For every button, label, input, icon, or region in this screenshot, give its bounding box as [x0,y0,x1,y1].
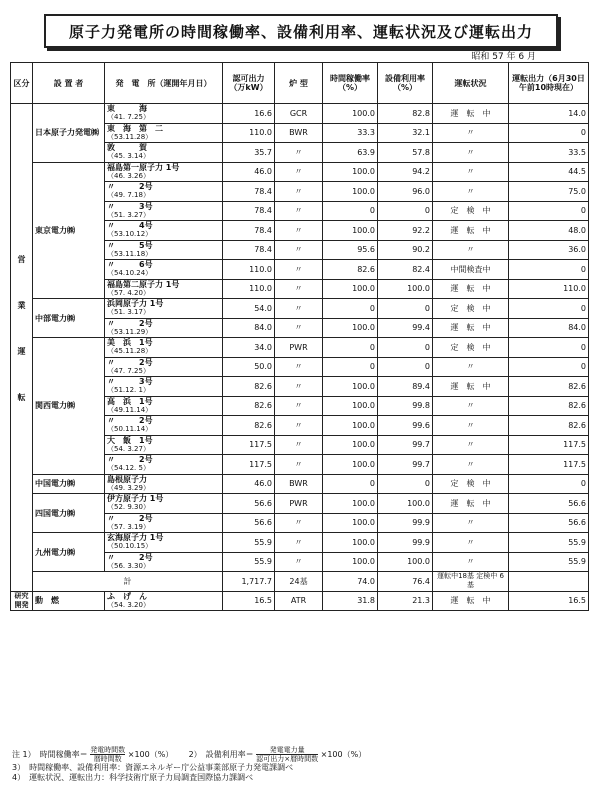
plant-table [10,62,589,611]
company-name: 関西電力㈱ [33,338,105,475]
plant-name: 浜岡原子力 1号 [107,299,164,309]
plant-name: 〃 5号 [107,240,153,250]
header-row [11,63,589,104]
capacity-cell: 110.0 [223,123,275,143]
status-cell: 〃 [433,143,509,163]
reactor-cell: 〃 [275,279,323,299]
capacity-cell: 46.0 [223,162,275,182]
plant-start-date: （54. 3.27） [107,444,150,453]
capacity-cell: 54.0 [223,299,275,319]
note-1: 注 1） 時間稼働率＝ $\frac{\text{発電時間数}}{\text{暦時間数}}$ ×100（%） 2） 設備利用率＝ $\frac{\text{発電電力量}}{\text{認可出力×暦時間数}}$ ×100（%） [12,746,367,763]
table-row [11,162,589,182]
plant-start-date: （51. 3.17） [107,308,150,317]
rnd-row [11,591,589,611]
header-output: 運転出力（6月30日午前10時現在） [509,63,589,104]
util-rate-cell: 94.2 [378,162,433,182]
time-rate-cell: 100.0 [323,396,378,416]
plant-start-date: （46. 3.26） [107,171,150,180]
status-cell: 運 転 中 [433,318,509,338]
capacity-cell: 82.6 [223,377,275,397]
capacity-cell: 55.9 [223,552,275,572]
output-cell: 55.9 [509,533,589,553]
plant-name: 〃 4号 [107,221,153,231]
plant-start-date: （47. 7.25） [107,366,150,375]
plant-start-date: （57. 4.20） [107,288,150,297]
status-cell: 〃 [433,513,509,533]
status-cell: 運 転 中 [433,494,509,514]
header-company: 設 置 者 [33,63,105,104]
page-title: 原子力発電所の時間稼働率、設備利用率、運転状況及び運転出力 [68,22,533,41]
status-cell: 〃 [433,396,509,416]
plant-cell [105,513,223,533]
total-row [11,572,589,592]
plant-start-date: （54.10.24） [107,269,153,278]
time-rate-cell: 63.9 [323,143,378,163]
plant-start-date: （49. 3.29） [107,483,150,492]
time-rate-cell: 100.0 [323,182,378,202]
output-cell: 0 [509,123,589,143]
time-rate-cell: 100.0 [323,162,378,182]
note-2-fraction: $\frac{\text{発電電力量}}{\text{認可出力×暦時間数}}$ [256,746,319,763]
plant-start-date: （53.10.12） [107,230,153,239]
capacity-cell: 117.5 [223,435,275,455]
plant-cell [105,318,223,338]
status-cell: 〃 [433,182,509,202]
time-rate-cell: 100.0 [323,104,378,124]
plant-cell [105,201,223,221]
status-cell: 〃 [433,240,509,260]
output-cell: 48.0 [509,221,589,241]
output-cell: 44.5 [509,162,589,182]
plant-start-date: （57. 3.19） [107,522,150,531]
util-rate-cell: 89.4 [378,377,433,397]
util-rate-cell: 100.0 [378,552,433,572]
status-cell: 運 転 中 [433,104,509,124]
time-rate-cell: 100.0 [323,279,378,299]
time-rate-cell: 100.0 [323,377,378,397]
status-cell: 〃 [433,435,509,455]
output-cell: 16.5 [509,591,589,611]
note-4: 4） 運転状況、運転出力：科学技術庁原子力局調査国際協力課調べ [12,773,254,782]
util-rate-cell: 92.2 [378,221,433,241]
plant-start-date: （54. 3.20） [107,600,150,609]
status-cell: 中間検査中 [433,260,509,280]
header-status: 運転状況 [433,63,509,104]
plant-name: 〃 3号 [107,377,153,387]
header-capacity: 認可出力（万kW） [223,63,275,104]
util-rate-cell: 96.0 [378,182,433,202]
time-rate-cell: 100.0 [323,513,378,533]
util-rate-cell: 0 [378,357,433,377]
capacity-cell: 78.4 [223,221,275,241]
capacity-cell: 82.6 [223,396,275,416]
header-util-rate: 設備利用率（%） [378,63,433,104]
company-name: 中部電力㈱ [33,299,105,338]
plant-cell [105,221,223,241]
plant-name: 高 浜 1号 [107,396,153,406]
plant-name: 〃 2号 [107,455,153,465]
report-date: 昭和 57 年 6 月 [471,52,536,62]
capacity-cell: 35.7 [223,143,275,163]
time-rate-cell: 0 [323,338,378,358]
capacity-cell: 117.5 [223,455,275,475]
reactor-cell: BWR [275,474,323,494]
plant-cell [105,591,223,611]
time-rate-cell: 0 [323,201,378,221]
plant-cell [105,533,223,553]
output-cell: 75.0 [509,182,589,202]
reactor-cell: GCR [275,104,323,124]
output-cell: 0 [509,474,589,494]
table-row [11,104,589,124]
plant-name: 〃 2号 [107,318,153,328]
reactor-cell: 〃 [275,201,323,221]
company-name: 動 燃 [33,591,105,611]
plant-start-date: （45.11.28） [107,347,153,356]
plant-cell [105,494,223,514]
util-rate-cell: 99.7 [378,435,433,455]
reactor-cell: 〃 [275,455,323,475]
plant-name: 美 浜 1号 [107,338,153,348]
table-row [11,338,589,358]
reactor-cell: 〃 [275,221,323,241]
util-rate-cell: 32.1 [378,123,433,143]
capacity-cell: 55.9 [223,533,275,553]
plant-name: 大 飯 1号 [107,435,153,445]
total-reactors: 24基 [275,572,323,592]
capacity-cell: 56.6 [223,494,275,514]
company-name: 東京電力㈱ [33,162,105,299]
status-cell: 〃 [433,357,509,377]
status-cell: 運 転 中 [433,221,509,241]
reactor-cell: 〃 [275,182,323,202]
util-rate-cell: 57.8 [378,143,433,163]
status-cell: 定 検 中 [433,474,509,494]
output-cell: 0 [509,201,589,221]
status-cell: 運 転 中 [433,279,509,299]
util-rate-cell: 99.4 [378,318,433,338]
util-rate-cell: 100.0 [378,494,433,514]
util-rate-cell: 90.2 [378,240,433,260]
output-cell: 14.0 [509,104,589,124]
output-cell: 56.6 [509,513,589,533]
plant-start-date: （50.11.14） [107,425,153,434]
reactor-cell: 〃 [275,377,323,397]
reactor-cell: 〃 [275,533,323,553]
table-row [11,299,589,319]
total-label: 計 [33,572,223,592]
capacity-cell: 82.6 [223,416,275,436]
capacity-cell: 110.0 [223,260,275,280]
note-1-fraction: $\frac{\text{発電時間数}}{\text{暦時間数}}$ [90,746,126,763]
plant-start-date: （53.11.29） [107,327,153,336]
util-rate-cell: 82.4 [378,260,433,280]
util-rate-cell: 100.0 [378,279,433,299]
plant-name: 福島第一原子力 1号 [107,162,180,172]
reactor-cell: ATR [275,591,323,611]
util-rate-cell: 99.9 [378,513,433,533]
reactor-cell: 〃 [275,396,323,416]
time-rate-cell: 100.0 [323,318,378,338]
time-rate-cell: 95.6 [323,240,378,260]
time-rate-cell: 100.0 [323,435,378,455]
reactor-cell: BWR [275,123,323,143]
plant-cell [105,455,223,475]
util-rate-cell: 0 [378,201,433,221]
status-cell: 〃 [433,533,509,553]
output-cell: 0 [509,357,589,377]
output-cell: 84.0 [509,318,589,338]
company-name: 日本原子力発電㈱ [33,104,105,163]
plant-start-date: （54.12. 5） [107,464,150,473]
time-rate-cell: 100.0 [323,221,378,241]
plant-cell [105,123,223,143]
util-rate-cell: 99.6 [378,416,433,436]
plant-name: 島根原子力 [107,474,147,484]
time-rate-cell: 82.6 [323,260,378,280]
plant-cell [105,162,223,182]
plant-cell [105,182,223,202]
plant-cell [105,260,223,280]
company-name: 中国電力㈱ [33,474,105,494]
total-output [509,572,589,592]
plant-cell [105,240,223,260]
output-cell: 82.6 [509,416,589,436]
reactor-cell: 〃 [275,260,323,280]
status-cell: 〃 [433,552,509,572]
plant-start-date: （45. 3.14） [107,152,150,161]
plant-start-date: （52. 9.30） [107,503,150,512]
plant-cell [105,104,223,124]
time-rate-cell: 100.0 [323,533,378,553]
reactor-cell: PWR [275,494,323,514]
status-cell: 定 検 中 [433,201,509,221]
plant-cell [105,377,223,397]
plant-name: 〃 2号 [107,182,153,192]
title-box [44,14,558,48]
time-rate-cell: 100.0 [323,494,378,514]
util-rate-cell: 0 [378,474,433,494]
plant-cell [105,474,223,494]
capacity-cell: 56.6 [223,513,275,533]
header-plant: 発 電 所（運開年月日） [105,63,223,104]
util-rate-cell: 99.8 [378,396,433,416]
status-cell: 運 転 中 [433,591,509,611]
total-util-rate: 76.4 [378,572,433,592]
total-status: 運転中18基 定検中 6基 [433,572,509,592]
output-cell: 33.5 [509,143,589,163]
plant-name: 福島第二原子力 1号 [107,279,180,289]
output-cell: 55.9 [509,552,589,572]
plant-name: 〃 6号 [107,260,153,270]
time-rate-cell: 31.8 [323,591,378,611]
reactor-cell: 〃 [275,143,323,163]
util-rate-cell: 0 [378,299,433,319]
reactor-cell: 〃 [275,513,323,533]
status-cell: 〃 [433,123,509,143]
status-cell: 〃 [433,162,509,182]
plant-cell [105,143,223,163]
plant-name: 〃 3号 [107,201,153,211]
plant-start-date: （53.11.18） [107,249,153,258]
output-cell: 117.5 [509,435,589,455]
reactor-cell: 〃 [275,240,323,260]
plant-name: 〃 2号 [107,552,153,562]
capacity-cell: 110.0 [223,279,275,299]
plant-name: 伊方原子力 1号 [107,494,164,504]
reactor-cell: 〃 [275,162,323,182]
status-cell: 定 検 中 [433,299,509,319]
time-rate-cell: 100.0 [323,416,378,436]
output-cell: 117.5 [509,455,589,475]
plant-name: 〃 2号 [107,416,153,426]
total-time-rate: 74.0 [323,572,378,592]
plant-name: 敦 賀 [107,143,147,153]
capacity-cell: 50.0 [223,357,275,377]
output-cell: 82.6 [509,377,589,397]
category-rnd: 研究開発 [11,591,33,611]
output-cell: 82.6 [509,396,589,416]
plant-cell [105,416,223,436]
time-rate-cell: 0 [323,357,378,377]
status-cell: 〃 [433,455,509,475]
output-cell: 36.0 [509,240,589,260]
reactor-cell: 〃 [275,552,323,572]
util-rate-cell: 0 [378,338,433,358]
util-rate-cell: 99.9 [378,533,433,553]
table-body [11,104,589,611]
util-rate-cell: 21.3 [378,591,433,611]
capacity-cell: 46.0 [223,474,275,494]
reactor-cell: 〃 [275,357,323,377]
time-rate-cell: 0 [323,299,378,319]
plant-name: ふ げ ん [107,591,147,601]
plant-start-date: （51. 3.27） [107,210,150,219]
note-3: 3） 時間稼働率、設備利用率：資源エネルギー庁公益事業部原子力発電課調べ [12,763,294,772]
company-name: 九州電力㈱ [33,533,105,572]
status-cell: 定 検 中 [433,338,509,358]
util-rate-cell: 99.7 [378,455,433,475]
util-rate-cell: 82.8 [378,104,433,124]
output-cell: 110.0 [509,279,589,299]
plant-name: 東 海 第 二 [107,123,163,133]
reactor-cell: 〃 [275,299,323,319]
output-cell: 56.6 [509,494,589,514]
plant-start-date: （41. 7.25） [107,113,150,122]
plant-name: 玄海原子力 1号 [107,533,164,543]
plant-start-date: （49.11.14） [107,405,153,414]
header-time-rate: 時間稼働率（%） [323,63,378,104]
output-cell: 0 [509,338,589,358]
capacity-cell: 78.4 [223,182,275,202]
time-rate-cell: 0 [323,474,378,494]
plant-cell [105,299,223,319]
reactor-cell: 〃 [275,318,323,338]
capacity-cell: 34.0 [223,338,275,358]
header-reactor: 炉 型 [275,63,323,104]
plant-name: 〃 2号 [107,357,153,367]
footnotes [12,746,592,783]
time-rate-cell: 100.0 [323,455,378,475]
plant-name: 東 海 [107,104,147,114]
plant-cell [105,552,223,572]
plant-cell [105,338,223,358]
plant-start-date: （49. 7.18） [107,191,150,200]
output-cell: 0 [509,260,589,280]
plant-start-date: （56. 3.30） [107,561,150,570]
reactor-cell: 〃 [275,435,323,455]
category-commercial: 営業運転 [11,104,33,592]
output-cell: 0 [509,299,589,319]
capacity-cell: 16.6 [223,104,275,124]
plant-name: 〃 2号 [107,513,153,523]
table-row [11,533,589,553]
capacity-cell: 78.4 [223,240,275,260]
plant-start-date: （51.12. 1） [107,386,150,395]
plant-start-date: （53.11.28） [107,132,153,141]
table-row [11,474,589,494]
table-row [11,494,589,514]
reactor-cell: PWR [275,338,323,358]
reactor-cell: 〃 [275,416,323,436]
plant-cell [105,435,223,455]
capacity-cell: 16.5 [223,591,275,611]
plant-start-date: （50.10.15） [107,542,153,551]
capacity-cell: 84.0 [223,318,275,338]
status-cell: 運 転 中 [433,377,509,397]
total-capacity: 1,717.7 [223,572,275,592]
plant-cell [105,396,223,416]
company-name: 四国電力㈱ [33,494,105,533]
plant-cell [105,357,223,377]
time-rate-cell: 33.3 [323,123,378,143]
time-rate-cell: 100.0 [323,552,378,572]
capacity-cell: 78.4 [223,201,275,221]
status-cell: 〃 [433,416,509,436]
plant-cell [105,279,223,299]
header-category: 区分 [11,63,33,104]
